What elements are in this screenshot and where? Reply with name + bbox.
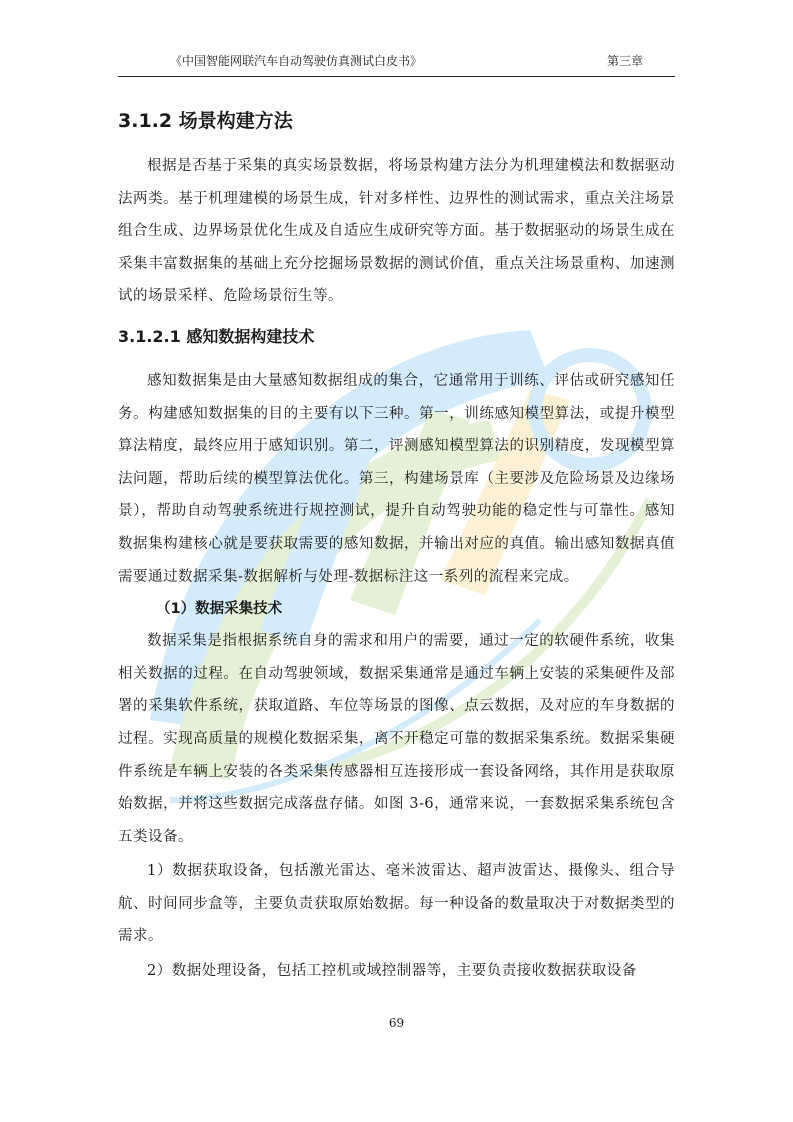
subsection-heading: 3.1.2.1 感知数据构建技术: [118, 326, 315, 346]
item-paragraph-3: 2）数据处理设备，包括工控机或域控制器等，主要负责接收数据获取设备: [147, 963, 637, 980]
subsection-intro-paragraph: 感知数据集是由大量感知数据组成的集合，它通常用于训练、评估或研究感知任务。构建感知数据集的目的主要有以下三种。第一，训练感知模型算法，或提升模型算法精度，最终应用于感知识别。第二，评测感知模型算法的识别精度，发现模型算法问题，帮助后续的模型算法优化。第三，构建场景库（主要涉及危险场景及边缘场景），帮助自动驾驶系统进行规控测试，提升自动驾驶功能的稳定性与可靠性。感知数据集构建核心就是要获取需要的感知数据，并输出对应的真值。输出感知数据真值需要通过数据采集-数据解析与处理-数据标注这一系列的流程来完成。: [118, 372, 675, 585]
item-paragraph-2: 1）数据获取设备，包括激光雷达、毫米波雷达、超声波雷达、摄像头、组合导航、时间同步盒等，主要负责获取原始数据。每一种设备的数量取决于对数据类型的需求。: [118, 863, 675, 945]
section-intro-paragraph: 根据是否基于采集的真实场景数据，将场景构建方法分为机理建模法和数据驱动法两类。基于机理建模的场景生成，针对多样性、边界性的测试需求，重点关注场景组合生成、边界场景优化生成及自适应生成研究等方面。基于数据驱动的场景生成在采集丰富数据集的基础上充分挖掘场景数据的测试价值，重点关注场景重构、加速测试的场景采样、危险场景衍生等。: [118, 158, 675, 305]
page-body: [118, 98, 675, 988]
item-paragraph-1: 数据采集是指根据系统自身的需求和用户的需要，通过一定的软硬件系统，收集相关数据的过程。在自动驾驶领域，数据采集通常是通过车辆上安装的采集硬件及部署的采集软件系统，获取道路、车位等场景的图像、点云数据，及对应的车身数据的过程。实现高质量的规模化数据采集，离不开稳定可靠的数据采集系统。数据采集硬件系统是车辆上安装的各类采集传感器相互连接形成一套设备网络，其作用是获取原始数据，并将这些数据完成落盘存储。如图 3-6，通常来说，一套数据采集系统包含五类设备。: [118, 633, 675, 845]
page-header: [150, 50, 643, 72]
page-number: 69: [388, 1016, 405, 1030]
item-heading: （1）数据采集技术: [156, 601, 283, 618]
section-heading: 3.1.2 场景构建方法: [118, 110, 293, 132]
chapter-label: 第三章: [606, 54, 643, 68]
header-divider: [118, 76, 675, 77]
document-title: 《中国智能网联汽车自动驾驶仿真测试白皮书》: [170, 54, 423, 68]
